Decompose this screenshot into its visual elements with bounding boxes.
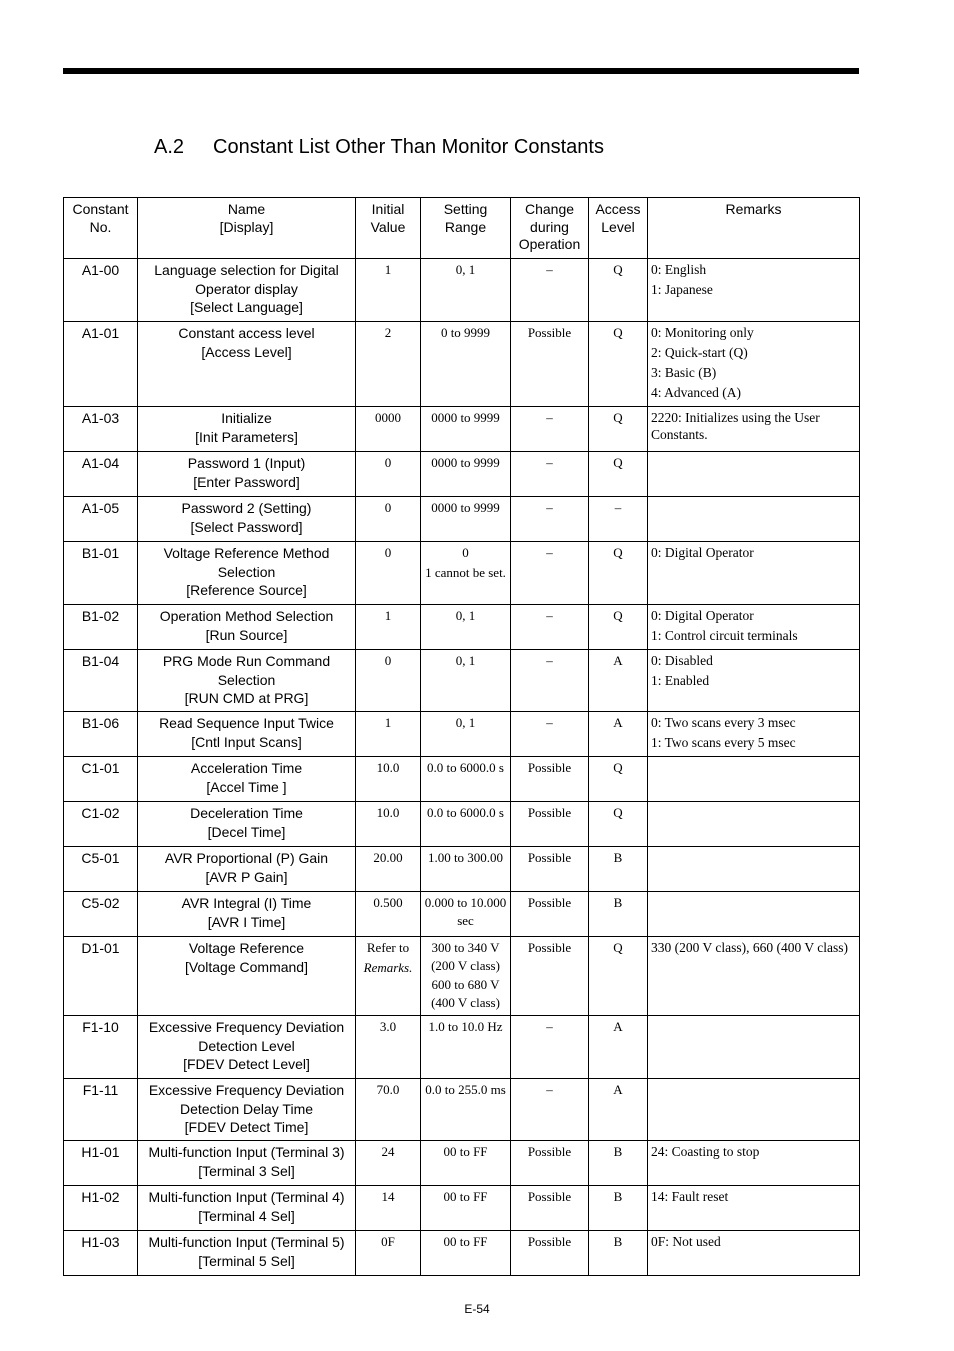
setting-range-cell-line: 0, 1 <box>455 608 476 623</box>
initial-value-cell <box>356 1016 421 1079</box>
remarks-cell <box>648 937 860 1016</box>
name-cell-line: Multi-function Input (Terminal 4) <box>148 1189 345 1205</box>
constant-no-cell: A1-00 <box>64 259 138 322</box>
constant-no-cell: C1-01 <box>64 757 138 802</box>
constant-no-cell: B1-04 <box>64 650 138 712</box>
change-during-operation-cell: Possible <box>511 322 589 407</box>
name-cell-line: AVR Proportional (P) Gain <box>164 850 329 866</box>
table-row <box>64 1141 860 1186</box>
name-cell-line: Initialize <box>221 410 272 426</box>
setting-range-cell <box>421 892 511 937</box>
name-cell <box>138 605 356 650</box>
remarks-cell-line: 0: Digital Operator <box>651 608 754 623</box>
table-row <box>64 1016 860 1079</box>
remarks-cell <box>648 1079 860 1141</box>
setting-range-cell-line: 0 <box>462 545 469 560</box>
setting-range-cell <box>421 847 511 892</box>
setting-range-cell <box>421 259 511 322</box>
change-during-operation-cell: Possible <box>511 1141 589 1186</box>
name-cell <box>138 847 356 892</box>
remarks-cell-line: 14: Fault reset <box>651 1189 729 1204</box>
remarks-cell-line: 1: Japanese <box>651 282 713 297</box>
initial-value-cell <box>356 542 421 605</box>
table-row <box>64 847 860 892</box>
setting-range-cell-line: 0, 1 <box>455 653 476 668</box>
initial-value-cell <box>356 712 421 757</box>
initial-value-cell-line: 2 <box>384 325 392 340</box>
setting-range-cell <box>421 650 511 712</box>
setting-range-cell <box>421 497 511 542</box>
access-level-cell: Q <box>589 605 648 650</box>
remarks-cell-line: 4: Advanced (A) <box>651 385 741 400</box>
table-row <box>64 1079 860 1141</box>
name-cell-line: [Terminal 5 Sel] <box>198 1252 295 1269</box>
remarks-cell <box>648 452 860 497</box>
setting-range-cell-line: 0 to 9999 <box>440 325 491 340</box>
initial-value-cell-line: 3.0 <box>379 1019 397 1034</box>
constant-no-cell: B1-01 <box>64 542 138 605</box>
constant-no-cell: A1-05 <box>64 497 138 542</box>
access-level-cell: B <box>589 1141 648 1186</box>
header-access-level: Access Level <box>589 198 648 259</box>
name-cell-line: Voltage Reference <box>188 940 305 956</box>
constant-no-cell: A1-04 <box>64 452 138 497</box>
initial-value-cell <box>356 892 421 937</box>
table-row <box>64 937 860 1016</box>
constant-no-cell: B1-06 <box>64 712 138 757</box>
name-cell-line: Language selection for Digital <box>154 262 339 278</box>
name-cell <box>138 892 356 937</box>
remarks-cell <box>648 605 860 650</box>
setting-range-cell <box>421 1141 511 1186</box>
header-initial-value: Initial Value <box>356 198 421 259</box>
initial-value-cell-line: 70.0 <box>376 1082 400 1097</box>
name-cell-line: [Cntl Input Scans] <box>191 733 302 750</box>
name-cell-line: [Accel Time ] <box>206 778 287 795</box>
table-body <box>64 259 860 1276</box>
change-during-operation-cell: Possible <box>511 847 589 892</box>
header-name: Name [Display] <box>138 198 356 259</box>
constant-no-cell: D1-01 <box>64 937 138 1016</box>
initial-value-cell <box>356 605 421 650</box>
constant-no-cell: B1-02 <box>64 605 138 650</box>
initial-value-cell-line: 0.500 <box>373 895 403 910</box>
name-cell <box>138 757 356 802</box>
change-during-operation-cell: – <box>511 1079 589 1141</box>
remarks-cell-line: 0F: Not used <box>651 1234 721 1249</box>
initial-value-cell <box>356 259 421 322</box>
setting-range-cell <box>421 542 511 605</box>
name-cell-line: [Init Parameters] <box>195 428 298 445</box>
name-cell-line: Excessive Frequency Deviation <box>148 1019 345 1035</box>
name-cell <box>138 1079 356 1141</box>
remarks-cell-line: 0: Two scans every 3 msec <box>651 715 796 730</box>
constant-no-cell: A1-01 <box>64 322 138 407</box>
remarks-cell <box>648 259 860 322</box>
access-level-cell: A <box>589 1016 648 1079</box>
initial-value-cell <box>356 322 421 407</box>
remarks-cell-line: 0: Digital Operator <box>651 545 754 560</box>
initial-value-cell <box>356 757 421 802</box>
table-row <box>64 322 860 407</box>
constant-no-cell: H1-03 <box>64 1231 138 1276</box>
table-row <box>64 542 860 605</box>
name-cell-line: PRG Mode Run Command <box>162 653 331 669</box>
initial-value-cell-line: 20.00 <box>373 850 403 865</box>
setting-range-cell <box>421 1079 511 1141</box>
initial-value-cell-line: 14 <box>381 1189 395 1204</box>
remarks-cell <box>648 802 860 847</box>
change-during-operation-cell: – <box>511 1016 589 1079</box>
table-row <box>64 712 860 757</box>
initial-value-cell-line: 1 <box>384 715 392 730</box>
remarks-cell <box>648 1186 860 1231</box>
setting-range-cell-line: 00 to FF <box>443 1144 488 1159</box>
name-cell-line: Multi-function Input (Terminal 3) <box>148 1144 345 1160</box>
name-cell <box>138 937 356 1016</box>
initial-value-cell-line: 24 <box>381 1144 395 1159</box>
name-cell <box>138 712 356 757</box>
remarks-cell <box>648 847 860 892</box>
initial-value-cell-line: Refer to <box>366 940 410 955</box>
constant-no-cell: C5-01 <box>64 847 138 892</box>
name-cell <box>138 802 356 847</box>
name-cell-line: [Decel Time] <box>207 823 286 840</box>
constant-no-cell: A1-03 <box>64 407 138 452</box>
setting-range-cell <box>421 1186 511 1231</box>
initial-value-cell <box>356 1231 421 1276</box>
name-cell-line: AVR Integral (I) Time <box>181 895 312 911</box>
setting-range-cell-line: 0, 1 <box>455 715 476 730</box>
name-cell <box>138 1141 356 1186</box>
remarks-cell-line: 3: Basic (B) <box>651 365 717 380</box>
name-cell-line: Acceleration Time <box>190 760 303 776</box>
initial-value-cell-line: 0 <box>384 653 392 668</box>
access-level-cell: B <box>589 1231 648 1276</box>
setting-range-cell-line: 00 to FF <box>443 1189 488 1204</box>
header-change-during-operation: Change during Operation <box>511 198 589 259</box>
access-level-cell: Q <box>589 452 648 497</box>
name-cell-line: [AVR P Gain] <box>205 868 288 885</box>
remarks-cell <box>648 322 860 407</box>
table-row <box>64 1186 860 1231</box>
setting-range-cell-line: 00 to FF <box>443 1234 488 1249</box>
setting-range-cell-line: 0000 to 9999 <box>431 410 500 425</box>
table-row <box>64 757 860 802</box>
name-cell-line: Detection Delay Time <box>179 1100 314 1117</box>
table-row <box>64 802 860 847</box>
remarks-cell-line: 0: English <box>651 262 707 277</box>
initial-value-cell-line: 0 <box>384 545 392 560</box>
name-cell <box>138 497 356 542</box>
setting-range-cell <box>421 802 511 847</box>
access-level-cell: B <box>589 847 648 892</box>
remarks-cell <box>648 1231 860 1276</box>
setting-range-cell <box>421 1016 511 1079</box>
name-cell <box>138 407 356 452</box>
name-cell-line: [Access Level] <box>201 343 292 360</box>
table-row <box>64 452 860 497</box>
name-cell-line: Operation Method Selection <box>159 608 334 624</box>
table-row <box>64 605 860 650</box>
access-level-cell: B <box>589 1186 648 1231</box>
remarks-cell-line: 330 (200 V class), 660 (400 V class) <box>651 940 848 955</box>
setting-range-cell <box>421 757 511 802</box>
setting-range-cell <box>421 605 511 650</box>
name-cell-line: Operator display <box>195 280 298 297</box>
name-cell-line: [Voltage Command] <box>185 958 308 975</box>
change-during-operation-cell: – <box>511 452 589 497</box>
constant-no-cell: C1-02 <box>64 802 138 847</box>
name-cell <box>138 322 356 407</box>
remarks-cell <box>648 1016 860 1079</box>
change-during-operation-cell: Possible <box>511 892 589 937</box>
name-cell-line: Selection <box>217 671 276 688</box>
name-cell <box>138 650 356 712</box>
setting-range-cell-line: 1.0 to 10.0 Hz <box>428 1019 503 1034</box>
top-rule <box>63 68 859 74</box>
change-during-operation-cell: – <box>511 497 589 542</box>
setting-range-cell-line: 0.0 to 6000.0 s <box>427 805 504 820</box>
page-number: E-54 <box>464 1302 490 1316</box>
name-cell-line: [Terminal 3 Sel] <box>198 1162 295 1179</box>
constant-table <box>63 197 860 1276</box>
setting-range-cell <box>421 452 511 497</box>
name-cell <box>138 1016 356 1079</box>
remarks-cell-line: 1: Two scans every 5 msec <box>651 735 796 750</box>
initial-value-cell <box>356 1186 421 1231</box>
setting-range-cell <box>421 322 511 407</box>
constant-no-cell: F1-11 <box>64 1079 138 1141</box>
change-during-operation-cell: Possible <box>511 1186 589 1231</box>
initial-value-cell <box>356 650 421 712</box>
change-during-operation-cell: – <box>511 650 589 712</box>
change-during-operation-cell: – <box>511 605 589 650</box>
constant-no-cell: C5-02 <box>64 892 138 937</box>
access-level-cell: Q <box>589 937 648 1016</box>
name-cell-line: Voltage Reference Method <box>163 545 330 561</box>
access-level-cell: Q <box>589 259 648 322</box>
name-cell-line: Selection <box>217 563 276 580</box>
name-cell-line: [Select Password] <box>190 518 303 535</box>
setting-range-cell <box>421 407 511 452</box>
access-level-cell: Q <box>589 757 648 802</box>
change-during-operation-cell: – <box>511 407 589 452</box>
name-cell-line: Password 1 (Input) <box>187 455 306 471</box>
name-cell-line: Excessive Frequency Deviation <box>148 1082 345 1098</box>
setting-range-cell <box>421 1231 511 1276</box>
change-during-operation-cell: – <box>511 542 589 605</box>
table-header-row <box>64 198 860 259</box>
constant-no-cell: F1-10 <box>64 1016 138 1079</box>
name-cell-line: [Reference Source] <box>186 582 307 598</box>
initial-value-cell-line: 10.0 <box>376 760 400 775</box>
name-cell <box>138 542 356 605</box>
name-cell-line: [FDEV Detect Level] <box>183 1056 310 1072</box>
table-row <box>64 1231 860 1276</box>
setting-range-cell-line: 0000 to 9999 <box>431 500 500 515</box>
remarks-cell <box>648 757 860 802</box>
initial-value-cell <box>356 802 421 847</box>
setting-range-cell-line: 0.000 to 10.000 sec <box>424 895 507 928</box>
remarks-cell <box>648 892 860 937</box>
name-cell-line: [Enter Password] <box>193 473 300 490</box>
access-level-cell: B <box>589 892 648 937</box>
initial-value-cell <box>356 497 421 542</box>
remarks-cell <box>648 407 860 452</box>
header-setting-range: Setting Range <box>421 198 511 259</box>
remarks-cell <box>648 650 860 712</box>
name-cell-line: Password 2 (Setting) <box>181 500 312 516</box>
initial-value-cell-line: 1 <box>384 608 392 623</box>
remarks-cell <box>648 712 860 757</box>
name-cell-line: [Terminal 4 Sel] <box>198 1207 295 1224</box>
initial-value-cell-line: Remarks. <box>363 959 413 975</box>
access-level-cell: A <box>589 1079 648 1141</box>
setting-range-cell-line: 600 to 680 V (400 V class) <box>431 977 500 1010</box>
table-row <box>64 259 860 322</box>
setting-range-cell-line: 1 cannot be set. <box>425 564 506 580</box>
setting-range-cell <box>421 937 511 1016</box>
setting-range-cell-line: 0.0 to 6000.0 s <box>427 760 504 775</box>
name-cell <box>138 1186 356 1231</box>
access-level-cell: Q <box>589 407 648 452</box>
header-constant-no: Constant No. <box>64 198 138 259</box>
initial-value-cell-line: 0F <box>381 1234 395 1249</box>
initial-value-cell <box>356 847 421 892</box>
initial-value-cell-line: 10.0 <box>376 805 400 820</box>
initial-value-cell-line: 0 <box>384 500 392 515</box>
access-level-cell: A <box>589 650 648 712</box>
initial-value-cell <box>356 407 421 452</box>
change-during-operation-cell: Possible <box>511 802 589 847</box>
remarks-cell <box>648 1141 860 1186</box>
name-cell-line: Detection Level <box>198 1037 295 1054</box>
remarks-cell-line: 2: Quick-start (Q) <box>651 345 748 360</box>
remarks-cell <box>648 542 860 605</box>
remarks-cell-line: 2220: Initializes using the User Constants. <box>651 410 820 442</box>
name-cell-line: [RUN CMD at PRG] <box>184 690 309 706</box>
access-level-cell: Q <box>589 542 648 605</box>
header-remarks: Remarks <box>648 198 860 259</box>
name-cell <box>138 1231 356 1276</box>
name-cell-line: [Select Language] <box>190 299 303 315</box>
change-during-operation-cell: Possible <box>511 1231 589 1276</box>
remarks-cell-line: 1: Enabled <box>651 673 710 688</box>
setting-range-cell <box>421 712 511 757</box>
remarks-cell-line: 1: Control circuit terminals <box>651 628 798 643</box>
table-row <box>64 650 860 712</box>
name-cell-line: [FDEV Detect Time] <box>184 1119 309 1135</box>
access-level-cell: Q <box>589 802 648 847</box>
constant-no-cell: H1-02 <box>64 1186 138 1231</box>
setting-range-cell-line: 0000 to 9999 <box>431 455 500 470</box>
name-cell-line: Deceleration Time <box>190 805 303 821</box>
constant-no-cell: H1-01 <box>64 1141 138 1186</box>
change-during-operation-cell: – <box>511 712 589 757</box>
setting-range-cell-line: 300 to 340 V (200 V class) <box>431 940 500 973</box>
name-cell-line: [AVR I Time] <box>207 913 286 930</box>
section-title: Constant List Other Than Monitor Constants <box>213 136 604 158</box>
section-number: A.2 <box>154 136 185 158</box>
section-heading <box>154 136 604 159</box>
initial-value-cell-line: 0000 <box>375 410 401 425</box>
change-during-operation-cell: Possible <box>511 937 589 1016</box>
access-level-cell: Q <box>589 322 648 407</box>
name-cell <box>138 452 356 497</box>
change-during-operation-cell: – <box>511 259 589 322</box>
remarks-cell-line: 0: Monitoring only <box>651 325 754 340</box>
initial-value-cell <box>356 452 421 497</box>
access-level-cell: – <box>589 497 648 542</box>
setting-range-cell-line: 1.00 to 300.00 <box>427 850 504 865</box>
setting-range-cell-line: 0, 1 <box>455 262 476 277</box>
table-row <box>64 497 860 542</box>
name-cell-line: [Run Source] <box>205 626 288 643</box>
name-cell <box>138 259 356 322</box>
name-cell-line: Read Sequence Input Twice <box>159 715 334 731</box>
remarks-cell-line: 0: Disabled <box>651 653 713 668</box>
remarks-cell <box>648 497 860 542</box>
table-row <box>64 892 860 937</box>
name-cell-line: Constant access level <box>178 325 315 341</box>
initial-value-cell <box>356 937 421 1016</box>
initial-value-cell-line: 1 <box>384 262 392 277</box>
remarks-cell-line: 24: Coasting to stop <box>651 1144 760 1159</box>
initial-value-cell-line: 0 <box>384 455 392 470</box>
initial-value-cell <box>356 1079 421 1141</box>
name-cell-line: Multi-function Input (Terminal 5) <box>148 1234 345 1250</box>
setting-range-cell-line: 0.0 to 255.0 ms <box>425 1082 506 1097</box>
change-during-operation-cell: Possible <box>511 757 589 802</box>
initial-value-cell <box>356 1141 421 1186</box>
access-level-cell: A <box>589 712 648 757</box>
table-row <box>64 407 860 452</box>
